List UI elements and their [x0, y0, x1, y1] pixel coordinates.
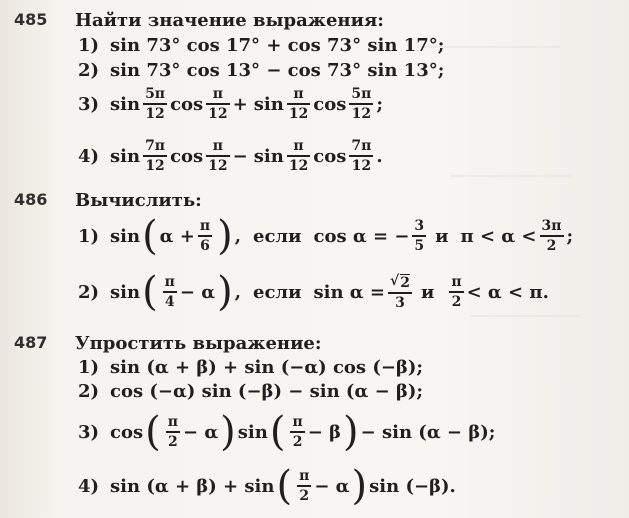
fraction: [198, 219, 212, 253]
range: < α < π.: [466, 281, 549, 303]
item-index: 3): [78, 93, 100, 115]
item-index: 1): [78, 225, 100, 247]
denominator: 12: [145, 157, 165, 174]
numerator: 5π: [145, 86, 166, 103]
numerator: π: [164, 274, 175, 291]
open-paren: (: [145, 409, 161, 455]
argument: − β: [307, 421, 342, 443]
close-paren: ): [217, 269, 233, 315]
punctuation: ,: [234, 281, 242, 303]
item-1: [78, 35, 444, 56]
item-1: [78, 357, 423, 378]
fraction: [290, 415, 304, 449]
fraction: [349, 139, 373, 173]
item-index: 2): [78, 381, 100, 402]
range: π < α <: [460, 225, 537, 247]
item-3: [78, 409, 495, 455]
item-index: 4): [78, 145, 100, 167]
problem-title: Найти значение выражения:: [75, 10, 384, 31]
numerator: π: [212, 86, 224, 103]
expression: sin (α + β) + sin (−α) cos (−β);: [110, 357, 424, 378]
denominator: 5: [414, 237, 425, 254]
item-index: 4): [78, 475, 100, 497]
item-2: [78, 60, 444, 81]
numerator: 3π: [541, 218, 562, 235]
item-4: [78, 136, 383, 176]
numerator: π: [293, 86, 304, 103]
expression: sin 73° cos 17° + cos 73° sin 17°;: [110, 35, 445, 56]
conjunction: и: [435, 225, 449, 247]
denominator: 6: [200, 237, 210, 254]
function: sin: [110, 225, 141, 247]
fraction: [287, 87, 310, 121]
fraction: [163, 275, 177, 309]
item-index: 1): [78, 357, 100, 378]
function: sin: [110, 281, 141, 303]
condition-word: если: [253, 281, 302, 303]
numerator: 2: [400, 275, 410, 292]
fraction: [206, 139, 229, 173]
numerator: 5π: [351, 86, 372, 103]
expression: cos (−α) sin (−β) − sin (α − β);: [110, 381, 424, 402]
square-root: [390, 274, 410, 290]
numerator: π: [212, 138, 224, 155]
fraction: [449, 275, 463, 309]
denominator: 12: [208, 157, 228, 174]
close-paren: ): [220, 409, 236, 455]
close-paren: ): [343, 409, 359, 455]
fraction: [166, 415, 180, 449]
denominator: 12: [351, 105, 372, 122]
open-paren: (: [269, 409, 286, 455]
item-3: [78, 84, 383, 124]
function: cos: [110, 421, 144, 443]
open-paren: (: [276, 463, 293, 509]
argument: − α: [179, 281, 216, 303]
denominator: 2: [299, 487, 310, 504]
fraction: [412, 219, 426, 253]
denominator: 4: [164, 293, 175, 310]
numerator: 3: [414, 218, 425, 235]
function: cos: [313, 93, 347, 115]
expression: sin (−β).: [369, 475, 456, 497]
fraction: [143, 139, 167, 173]
numerator: 7π: [145, 138, 166, 155]
numerator: π: [299, 468, 310, 485]
argument: − α: [182, 421, 219, 443]
denominator: 12: [351, 157, 372, 174]
fraction: [287, 139, 310, 173]
radical-sign-icon: √: [390, 273, 400, 290]
denominator: 12: [208, 105, 228, 122]
function: cos: [170, 93, 204, 115]
close-paren: ): [217, 213, 233, 259]
numerator: 7π: [351, 138, 372, 155]
conjunction: и: [420, 281, 435, 303]
condition: cos α = −: [313, 225, 410, 247]
denominator: 2: [451, 293, 462, 310]
open-paren: (: [142, 213, 158, 259]
numerator: π: [293, 138, 304, 155]
function: sin: [237, 421, 268, 443]
function: sin: [110, 145, 141, 167]
numerator: π: [292, 414, 303, 431]
fraction: [206, 87, 229, 121]
argument: − α: [314, 475, 350, 497]
item-index: 2): [78, 281, 100, 303]
problem-number: 485: [14, 10, 48, 29]
operator: −: [232, 145, 248, 167]
denominator: 2: [546, 237, 557, 254]
punctuation: ,: [234, 225, 242, 247]
problem-number: 487: [14, 333, 48, 352]
argument: α +: [159, 225, 195, 247]
function: sin: [253, 93, 284, 115]
open-paren: (: [142, 269, 158, 315]
function: sin: [253, 145, 284, 167]
function: cos: [170, 145, 204, 167]
item-2: [78, 381, 423, 402]
denominator: 12: [288, 157, 309, 174]
item-2: [78, 268, 549, 316]
function: sin: [110, 93, 141, 115]
numerator: π: [167, 414, 178, 431]
condition-word: если: [253, 225, 302, 247]
numerator: π: [451, 274, 462, 291]
numerator: π: [199, 218, 211, 235]
problem-number: 486: [14, 190, 48, 209]
fraction: [297, 469, 311, 503]
item-4: [78, 463, 456, 509]
denominator: 2: [292, 433, 303, 450]
item-1: [78, 212, 573, 260]
denominator: 2: [167, 433, 178, 450]
denominator: 12: [288, 105, 309, 122]
punctuation: .: [376, 145, 383, 167]
denominator: 3: [395, 294, 405, 311]
punctuation: ;: [376, 93, 384, 115]
expression: sin 73° cos 13° − cos 73° sin 13°;: [110, 60, 445, 81]
expression: − sin (α − β);: [360, 421, 496, 443]
problem-title: Вычислить:: [75, 190, 202, 211]
condition: sin α =: [313, 281, 386, 303]
punctuation: ;: [566, 225, 574, 247]
bleed-through: [450, 175, 570, 177]
fraction: [388, 274, 412, 310]
fraction: [349, 87, 373, 121]
fraction: [540, 219, 564, 253]
denominator: 12: [145, 105, 165, 122]
function: cos: [313, 145, 347, 167]
expression: sin (α + β) + sin: [110, 475, 275, 497]
item-index: 3): [78, 421, 100, 443]
operator: +: [232, 93, 248, 115]
item-index: 1): [78, 35, 100, 56]
fraction: [143, 87, 167, 121]
problem-title: Упростить выражение:: [75, 333, 322, 354]
item-index: 2): [78, 60, 100, 81]
close-paren: ): [351, 463, 368, 509]
